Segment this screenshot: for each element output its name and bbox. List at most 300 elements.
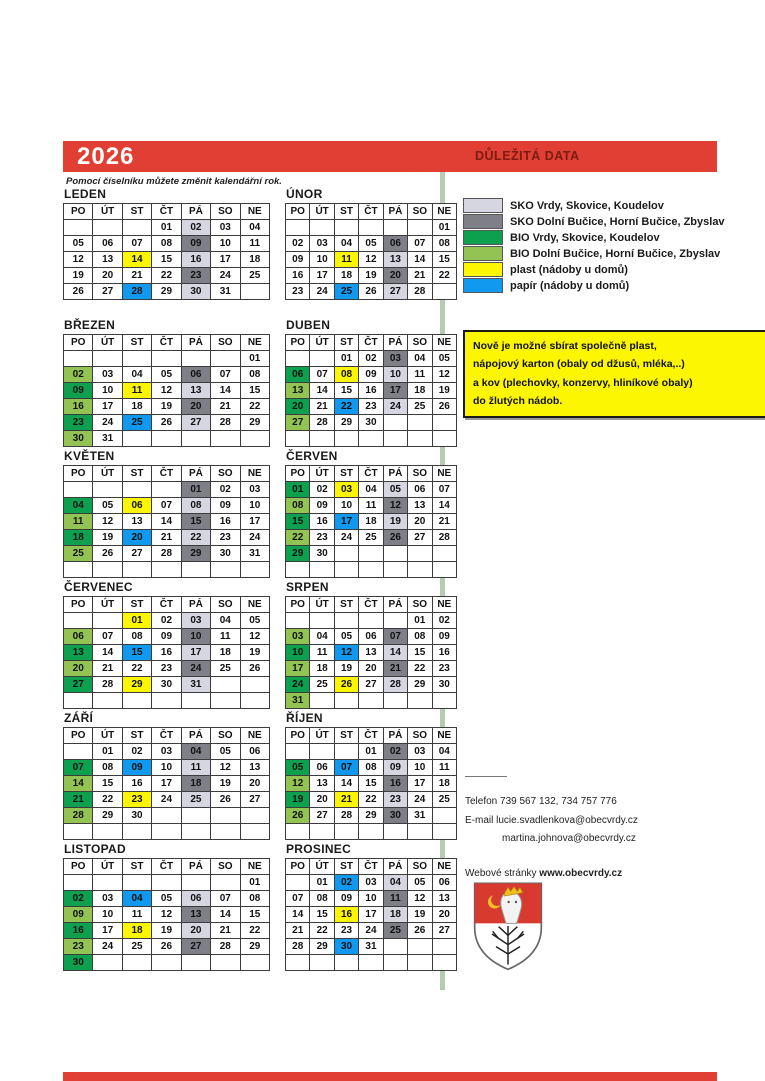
day-cell: 22 — [240, 923, 269, 939]
day-cell: 02 — [181, 220, 210, 236]
day-cell: 01 — [334, 351, 358, 367]
day-cell: 07 — [152, 498, 181, 514]
day-cell: 24 — [152, 792, 181, 808]
year-dial-note: Pomocí číselníku můžete změnit kalendářní rok. — [66, 176, 282, 187]
day-cell: 06 — [122, 498, 151, 514]
day-cell — [211, 431, 240, 447]
day-cell: 16 — [334, 907, 358, 923]
day-cell: 04 — [211, 613, 240, 629]
day-cell — [432, 431, 456, 447]
day-cell: 23 — [432, 661, 456, 677]
day-cell: 15 — [152, 252, 181, 268]
day-cell: 24 — [334, 530, 358, 546]
day-cell: 29 — [334, 415, 358, 431]
day-cell: 10 — [93, 383, 122, 399]
day-cell: 15 — [286, 514, 310, 530]
day-cell — [408, 431, 432, 447]
day-cell — [359, 546, 383, 562]
day-cell: 10 — [383, 367, 407, 383]
month-table — [63, 596, 270, 709]
day-cell: 30 — [211, 546, 240, 562]
coat-of-arms-icon — [468, 878, 548, 974]
day-cell: 06 — [432, 875, 456, 891]
day-cell: 03 — [211, 220, 240, 236]
day-cell — [408, 955, 432, 971]
day-cell — [93, 220, 122, 236]
day-cell: 28 — [64, 808, 93, 824]
day-cell — [286, 613, 310, 629]
month-title: BŘEZEN — [64, 318, 116, 332]
day-cell: 13 — [286, 383, 310, 399]
day-cell: 30 — [359, 415, 383, 431]
day-cell — [152, 808, 181, 824]
day-cell — [64, 693, 93, 709]
contact-phone: Telefon 739 567 132, 734 757 776 — [465, 796, 617, 807]
day-cell: 14 — [93, 645, 122, 661]
day-header: ST — [334, 335, 358, 351]
day-cell: 19 — [359, 268, 383, 284]
day-cell: 09 — [359, 367, 383, 383]
day-cell — [240, 693, 269, 709]
day-cell — [334, 955, 358, 971]
day-cell: 26 — [64, 284, 93, 300]
day-cell: 20 — [122, 530, 151, 546]
day-cell — [152, 693, 181, 709]
day-cell — [310, 351, 334, 367]
legend-label: BIO Vrdy, Skovice, Koudelov — [510, 231, 660, 244]
day-cell: 13 — [181, 383, 210, 399]
day-cell — [122, 431, 151, 447]
day-cell: 27 — [64, 677, 93, 693]
day-cell: 23 — [181, 268, 210, 284]
day-cell: 30 — [64, 431, 93, 447]
day-cell: 01 — [359, 744, 383, 760]
day-cell: 08 — [334, 367, 358, 383]
month-DUBEN — [285, 318, 460, 447]
day-cell: 18 — [122, 399, 151, 415]
day-cell: 21 — [64, 792, 93, 808]
day-cell: 01 — [240, 875, 269, 891]
day-cell — [181, 955, 210, 971]
day-cell: 10 — [408, 760, 432, 776]
day-cell: 15 — [181, 514, 210, 530]
day-cell — [286, 351, 310, 367]
day-cell: 01 — [408, 613, 432, 629]
day-header: SO — [211, 204, 240, 220]
day-header: PO — [286, 466, 310, 482]
month-table — [285, 334, 457, 447]
day-header: ČT — [152, 204, 181, 220]
day-cell: 01 — [93, 744, 122, 760]
day-cell: 18 — [408, 383, 432, 399]
day-cell — [122, 824, 151, 840]
day-cell — [64, 875, 93, 891]
notice-line: Nově je možné sbírat společně plast, — [473, 340, 657, 352]
day-cell: 09 — [432, 629, 456, 645]
day-cell — [240, 677, 269, 693]
day-cell: 11 — [122, 907, 151, 923]
day-cell: 19 — [211, 776, 240, 792]
day-cell — [93, 351, 122, 367]
day-header: NE — [240, 728, 269, 744]
day-cell: 11 — [211, 629, 240, 645]
day-cell: 09 — [152, 629, 181, 645]
day-cell — [240, 955, 269, 971]
day-cell: 22 — [181, 530, 210, 546]
day-cell — [383, 939, 407, 955]
day-cell: 14 — [211, 907, 240, 923]
day-cell — [240, 562, 269, 578]
day-cell: 31 — [93, 431, 122, 447]
day-cell: 13 — [122, 514, 151, 530]
day-cell: 12 — [152, 383, 181, 399]
day-header: SO — [211, 597, 240, 613]
day-cell: 17 — [211, 252, 240, 268]
day-cell — [432, 693, 456, 709]
day-cell — [181, 431, 210, 447]
day-cell: 17 — [93, 399, 122, 415]
day-cell: 18 — [310, 661, 334, 677]
day-cell: 15 — [240, 907, 269, 923]
day-cell: 02 — [383, 744, 407, 760]
day-cell: 15 — [240, 383, 269, 399]
month-ŘÍJEN — [285, 711, 460, 840]
day-cell: 10 — [310, 252, 334, 268]
month-title: ZÁŘÍ — [64, 711, 94, 725]
day-header: PO — [64, 204, 93, 220]
day-cell: 10 — [181, 629, 210, 645]
day-header: ST — [334, 204, 358, 220]
day-cell — [310, 693, 334, 709]
day-cell: 06 — [93, 236, 122, 252]
day-cell: 14 — [122, 252, 151, 268]
web-label: Webové stránky — [465, 867, 537, 879]
day-cell: 07 — [432, 482, 456, 498]
day-cell: 05 — [286, 760, 310, 776]
day-cell: 14 — [310, 383, 334, 399]
day-cell: 04 — [383, 875, 407, 891]
day-cell: 28 — [383, 677, 407, 693]
day-cell: 03 — [240, 482, 269, 498]
day-cell: 08 — [359, 760, 383, 776]
day-header: ČT — [359, 859, 383, 875]
day-cell: 12 — [286, 776, 310, 792]
day-cell: 01 — [310, 875, 334, 891]
day-cell: 22 — [152, 268, 181, 284]
day-cell — [211, 693, 240, 709]
day-cell: 08 — [240, 891, 269, 907]
day-cell: 03 — [93, 367, 122, 383]
day-cell — [211, 808, 240, 824]
day-cell: 16 — [152, 645, 181, 661]
day-cell: 03 — [383, 351, 407, 367]
day-header: NE — [432, 466, 456, 482]
day-cell: 25 — [181, 792, 210, 808]
day-cell — [359, 693, 383, 709]
day-cell: 27 — [432, 923, 456, 939]
day-cell: 05 — [359, 236, 383, 252]
month-PROSINEC — [285, 842, 460, 971]
day-cell: 19 — [240, 645, 269, 661]
day-header: ČT — [359, 728, 383, 744]
day-cell: 24 — [408, 792, 432, 808]
month-ČERVEN — [285, 449, 460, 578]
day-cell: 16 — [122, 776, 151, 792]
day-cell — [359, 431, 383, 447]
day-cell: 09 — [64, 383, 93, 399]
day-cell: 24 — [181, 661, 210, 677]
day-header: PÁ — [181, 204, 210, 220]
day-cell: 25 — [359, 530, 383, 546]
day-cell: 10 — [211, 236, 240, 252]
day-cell — [211, 824, 240, 840]
day-cell — [64, 220, 93, 236]
day-header: PO — [64, 728, 93, 744]
day-header: PÁ — [181, 335, 210, 351]
day-cell — [64, 613, 93, 629]
day-cell — [64, 562, 93, 578]
day-cell: 17 — [408, 776, 432, 792]
day-cell — [310, 744, 334, 760]
day-cell: 22 — [240, 399, 269, 415]
day-header: NE — [240, 597, 269, 613]
day-header: ST — [122, 466, 151, 482]
day-cell — [432, 824, 456, 840]
day-cell: 03 — [359, 875, 383, 891]
day-cell — [408, 546, 432, 562]
day-cell: 25 — [240, 268, 269, 284]
day-cell: 09 — [64, 907, 93, 923]
day-cell: 19 — [286, 792, 310, 808]
day-cell: 23 — [64, 939, 93, 955]
day-cell: 14 — [408, 252, 432, 268]
day-cell: 15 — [93, 776, 122, 792]
day-cell — [334, 613, 358, 629]
legend-row — [463, 246, 761, 261]
day-header: ST — [122, 859, 151, 875]
day-cell: 25 — [122, 939, 151, 955]
day-cell — [334, 431, 358, 447]
month-ČERVENEC — [63, 580, 285, 709]
day-cell: 27 — [240, 792, 269, 808]
day-cell: 10 — [359, 891, 383, 907]
day-cell: 22 — [432, 268, 456, 284]
day-cell: 02 — [359, 351, 383, 367]
day-cell: 17 — [383, 383, 407, 399]
day-cell: 09 — [334, 891, 358, 907]
day-header: SO — [408, 204, 432, 220]
day-cell — [64, 482, 93, 498]
day-cell: 13 — [408, 498, 432, 514]
day-cell: 10 — [334, 498, 358, 514]
day-cell: 14 — [383, 645, 407, 661]
day-cell: 21 — [211, 399, 240, 415]
day-header: PO — [286, 204, 310, 220]
day-cell: 24 — [359, 923, 383, 939]
day-cell: 04 — [122, 367, 151, 383]
day-cell — [286, 562, 310, 578]
day-cell: 29 — [152, 284, 181, 300]
legend-swatch-sko-vrdy — [463, 198, 503, 213]
day-header: PO — [64, 466, 93, 482]
legend-row — [463, 198, 761, 213]
day-cell: 25 — [408, 399, 432, 415]
day-cell — [383, 693, 407, 709]
day-cell: 04 — [334, 236, 358, 252]
day-cell: 16 — [64, 399, 93, 415]
day-cell: 28 — [122, 284, 151, 300]
day-cell: 06 — [240, 744, 269, 760]
day-header: ST — [122, 335, 151, 351]
day-cell: 07 — [211, 891, 240, 907]
day-cell: 31 — [181, 677, 210, 693]
day-cell: 13 — [432, 891, 456, 907]
day-cell: 09 — [122, 760, 151, 776]
day-cell: 29 — [181, 546, 210, 562]
day-cell: 22 — [93, 792, 122, 808]
month-title: ČERVENEC — [64, 580, 133, 594]
month-title: ŘÍJEN — [286, 711, 323, 725]
day-cell: 10 — [152, 760, 181, 776]
day-cell: 29 — [286, 546, 310, 562]
day-cell — [383, 562, 407, 578]
day-cell — [408, 939, 432, 955]
day-cell — [408, 220, 432, 236]
day-cell — [408, 824, 432, 840]
day-cell — [286, 431, 310, 447]
day-cell: 20 — [286, 399, 310, 415]
day-header: ČT — [359, 466, 383, 482]
day-cell: 31 — [359, 939, 383, 955]
day-header: SO — [408, 859, 432, 875]
day-cell: 23 — [152, 661, 181, 677]
day-cell — [408, 693, 432, 709]
day-cell: 26 — [383, 530, 407, 546]
day-cell: 28 — [211, 939, 240, 955]
day-cell: 05 — [211, 744, 240, 760]
day-cell: 18 — [122, 923, 151, 939]
day-cell: 07 — [64, 760, 93, 776]
day-cell — [211, 562, 240, 578]
contact-email-2: martina.johnova@obecvrdy.cz — [502, 833, 636, 844]
day-cell — [64, 824, 93, 840]
month-title: LEDEN — [64, 187, 107, 201]
day-header: ČT — [152, 728, 181, 744]
day-cell: 23 — [310, 530, 334, 546]
day-cell: 24 — [93, 939, 122, 955]
day-cell: 05 — [383, 482, 407, 498]
legend-label: SKO Dolní Bučice, Horní Bučice, Zbyslav — [510, 215, 725, 228]
day-header: PO — [286, 859, 310, 875]
day-header: NE — [240, 204, 269, 220]
day-cell: 19 — [64, 268, 93, 284]
day-header: SO — [211, 335, 240, 351]
month-title: ČERVEN — [286, 449, 338, 463]
legend-label: plast (nádoby u domů) — [510, 263, 628, 276]
day-cell: 30 — [334, 939, 358, 955]
waste-legend — [463, 198, 761, 294]
day-cell: 21 — [408, 268, 432, 284]
day-cell: 21 — [334, 792, 358, 808]
day-cell: 23 — [122, 792, 151, 808]
day-cell: 03 — [310, 236, 334, 252]
day-cell: 28 — [310, 415, 334, 431]
day-cell: 07 — [286, 891, 310, 907]
day-cell: 21 — [122, 268, 151, 284]
month-table — [285, 596, 457, 709]
day-cell: 08 — [432, 236, 456, 252]
day-cell: 05 — [93, 498, 122, 514]
notice-line: nápojový karton (obaly od džusů, mléka,..) — [473, 358, 685, 371]
day-header: ST — [334, 597, 358, 613]
day-cell: 20 — [93, 268, 122, 284]
day-header: SO — [408, 728, 432, 744]
day-cell: 28 — [211, 415, 240, 431]
day-cell: 11 — [408, 367, 432, 383]
day-cell: 14 — [432, 498, 456, 514]
day-cell — [432, 955, 456, 971]
day-cell: 16 — [359, 383, 383, 399]
important-dates-title: DŮLEŽITÁ DATA — [475, 149, 580, 163]
day-cell: 21 — [383, 661, 407, 677]
day-cell — [181, 693, 210, 709]
day-header: PO — [64, 597, 93, 613]
contact-email-1: E-mail lucie.svadlenkova@obecvrdy.cz — [465, 814, 638, 826]
day-cell — [383, 955, 407, 971]
day-cell: 06 — [383, 236, 407, 252]
day-cell: 26 — [152, 939, 181, 955]
day-cell: 28 — [286, 939, 310, 955]
day-cell: 31 — [211, 284, 240, 300]
day-cell: 15 — [310, 907, 334, 923]
day-cell: 29 — [240, 415, 269, 431]
day-cell: 23 — [383, 792, 407, 808]
day-header: ČT — [152, 466, 181, 482]
day-cell — [334, 824, 358, 840]
legend-label: papír (nádoby u domů) — [510, 279, 630, 292]
day-header: NE — [432, 597, 456, 613]
month-title: ÚNOR — [286, 187, 323, 201]
month-table — [285, 203, 457, 300]
day-header: PO — [286, 335, 310, 351]
day-cell: 21 — [310, 399, 334, 415]
day-cell: 20 — [408, 514, 432, 530]
day-cell — [286, 744, 310, 760]
day-header: PÁ — [181, 466, 210, 482]
day-cell: 27 — [181, 415, 210, 431]
day-cell — [432, 546, 456, 562]
day-cell: 26 — [408, 923, 432, 939]
day-cell: 20 — [432, 907, 456, 923]
web-url: www.obecvrdy.cz — [539, 867, 623, 879]
day-cell: 24 — [286, 677, 310, 693]
day-cell: 07 — [383, 629, 407, 645]
day-cell: 28 — [432, 530, 456, 546]
day-cell: 28 — [408, 284, 432, 300]
day-cell: 18 — [240, 252, 269, 268]
day-cell: 02 — [152, 613, 181, 629]
day-cell — [432, 284, 456, 300]
day-header: NE — [240, 859, 269, 875]
day-cell: 06 — [310, 760, 334, 776]
day-header: NE — [240, 466, 269, 482]
day-cell: 13 — [181, 907, 210, 923]
day-cell: 02 — [432, 613, 456, 629]
day-cell: 21 — [211, 923, 240, 939]
legend-label: BIO Dolní Bučice, Horní Bučice, Zbyslav — [510, 247, 721, 260]
day-cell: 24 — [240, 530, 269, 546]
day-cell: 04 — [310, 629, 334, 645]
